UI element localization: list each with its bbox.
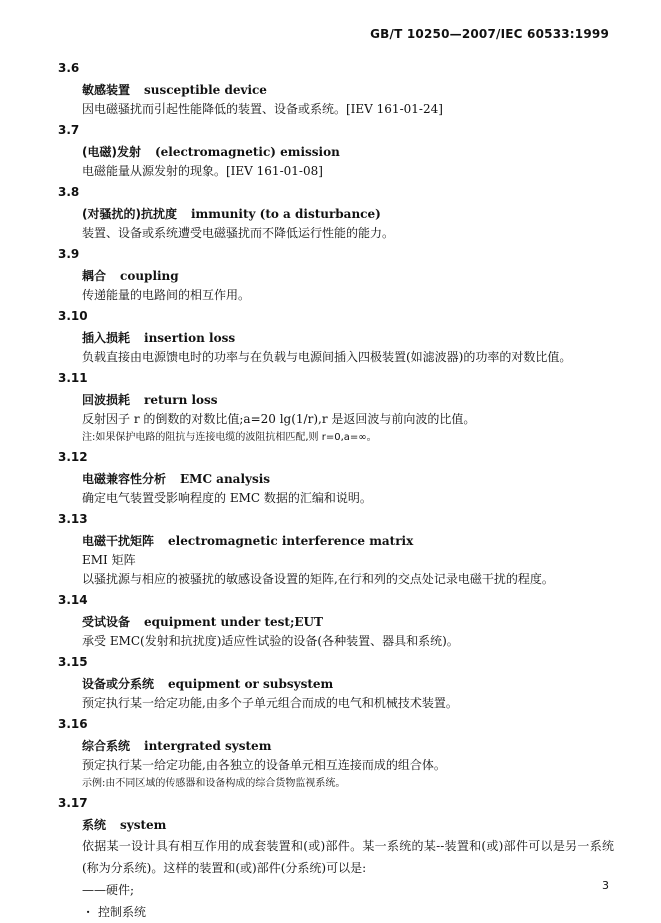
term-cn: 综合系统 (82, 739, 131, 753)
term-definition: 依据某一设计具有相互作用的成套装置和(或)部件。某一系统的某--装置和(或)部件可以是另一系统(称为分系统)。这样的装置和(或)部件(分系统)可以是: (82, 839, 614, 875)
clause-number: 3.11 (58, 371, 88, 385)
list-item: ——硬件; (82, 883, 135, 897)
term-definition: 反射因子 r 的倒数的对数比值;a=20 lg(1/r),r 是返回波与前向波的比值。 (82, 412, 476, 426)
clause-number: 3.12 (58, 450, 88, 464)
document-header: GB/T 10250—2007/IEC 60533:1999 (370, 27, 609, 41)
clause-number: 3.14 (58, 593, 88, 607)
document-body (58, 57, 618, 923)
term-en: (electromagnetic) emission (154, 145, 340, 159)
term-definition: 以骚扰源与相应的被骚扰的敏感设备设置的矩阵,在行和列的交点处记录电磁干扰的程度。 (82, 572, 554, 586)
term-definition: 负载直接由电源馈电时的功率与在负载与电源间插入四极装置(如滤波器)的功率的对数比值。 (82, 350, 572, 364)
term-definition: 预定执行某一给定功能,由多个子单元组合而成的电气和机械技术装置。 (82, 696, 458, 710)
term-heading (58, 328, 618, 348)
term-entry (58, 589, 618, 651)
term-entry (58, 57, 618, 119)
term-en: system (120, 818, 167, 832)
term-cn: 电磁兼容性分析 (82, 472, 167, 486)
clause-number: 3.6 (58, 61, 80, 75)
term-en: return loss (144, 393, 218, 407)
term-heading (58, 390, 618, 410)
term-definition: 承受 EMC(发射和抗扰度)适应性试验的设备(各种装置、器具和系统)。 (82, 634, 459, 648)
term-entry (58, 305, 618, 367)
term-cn: 插入损耗 (82, 331, 131, 345)
term-heading (58, 469, 618, 489)
clause-number: 3.15 (58, 655, 88, 669)
term-en: equipment under test;EUT (144, 615, 323, 629)
term-en: EMC analysis (180, 472, 271, 486)
term-note: 注:如果保护电路的阻抗与连接电缆的波阻抗相匹配,则 r=0,a=∞。 (82, 432, 377, 443)
term-cn: 系统 (82, 818, 107, 832)
term-en: insertion loss (144, 331, 236, 345)
term-en: intergrated system (144, 739, 272, 753)
term-en: coupling (120, 269, 179, 283)
bullet-text: 控制系统 (98, 905, 147, 919)
term-definition: 确定电气装置受影响程度的 EMC 数据的汇编和说明。 (82, 491, 372, 505)
term-definition: 传递能量的电路间的相互作用。 (82, 288, 251, 302)
term-heading (58, 674, 618, 694)
term-heading (58, 736, 618, 756)
term-en: equipment or subsystem (168, 677, 334, 691)
term-cn: 电磁干扰矩阵 (82, 534, 155, 548)
bullet-item (58, 901, 618, 923)
term-cn: (电磁)发射 (82, 145, 141, 159)
clause-number: 3.8 (58, 185, 80, 199)
term-entry (58, 508, 618, 589)
term-en: electromagnetic interference matrix (168, 534, 414, 548)
term-heading (58, 142, 618, 162)
term-cn: 敏感装置 (82, 83, 131, 97)
term-definition: 预定执行某一给定功能,由各独立的设备单元相互连接而成的组合体。 (82, 758, 446, 772)
term-en: susceptible device (144, 83, 267, 97)
page-number: 3 (602, 879, 609, 892)
term-entry (58, 243, 618, 305)
term-heading (58, 815, 618, 835)
alternate-term: EMI 矩阵 (82, 553, 136, 567)
clause-number: 3.13 (58, 512, 88, 526)
term-heading (58, 266, 618, 286)
term-cn: 设备或分系统 (82, 677, 155, 691)
term-cn: (对骚扰的)抗扰度 (82, 207, 177, 221)
term-definition: 装置、设备或系统遭受电磁骚扰而不降低运行性能的能力。 (82, 226, 395, 240)
term-example: 示例:由不同区域的传感器和设备构成的综合货物监视系统。 (82, 778, 346, 789)
term-heading (58, 204, 618, 224)
term-heading (58, 612, 618, 632)
term-entry (58, 367, 618, 446)
clause-number: 3.7 (58, 123, 80, 137)
clause-number: 3.9 (58, 247, 80, 261)
term-entry (58, 181, 618, 243)
clause-number: 3.17 (58, 796, 88, 810)
term-entry (58, 446, 618, 508)
term-en: immunity (to a disturbance) (190, 207, 381, 221)
clause-number: 3.16 (58, 717, 88, 731)
term-heading (58, 531, 618, 551)
term-cn: 耦合 (82, 269, 107, 283)
term-heading (58, 80, 618, 100)
term-definition: 电磁能量从源发射的现象。[IEV 161-01-08] (82, 164, 323, 178)
term-cn: 受试设备 (82, 615, 131, 629)
term-entry (58, 792, 618, 923)
term-cn: 回波损耗 (82, 393, 131, 407)
term-definition: 因电磁骚扰而引起性能降低的装置、设备或系统。[IEV 161-01-24] (82, 102, 443, 116)
term-entry (58, 119, 618, 181)
term-entry (58, 651, 618, 713)
clause-number: 3.10 (58, 309, 88, 323)
term-entry (58, 713, 618, 792)
bullet-icon: · (86, 905, 91, 919)
